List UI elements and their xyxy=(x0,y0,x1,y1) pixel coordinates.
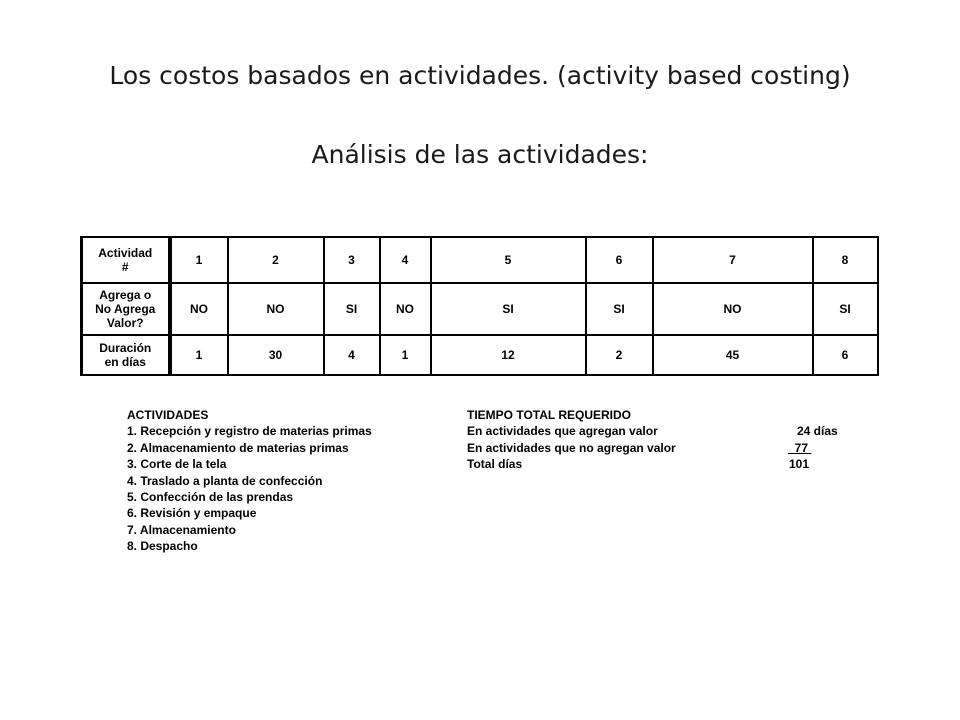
time-summary xyxy=(467,407,847,473)
activity-number-cell: 4 xyxy=(380,237,431,283)
agrega-valor-cell: SI xyxy=(586,283,653,335)
time-summary-heading: TIEMPO TOTAL REQUERIDO xyxy=(467,408,632,422)
row-header-line: No Agrega xyxy=(95,302,156,316)
time-row-value: 24 días xyxy=(797,424,838,439)
row-header-line: Agrega o xyxy=(99,288,152,302)
table-row-actividad xyxy=(82,237,878,283)
duracion-cell: 1 xyxy=(170,335,228,375)
duracion-cell: 1 xyxy=(380,335,431,375)
slide-title: Los costos basados en actividades. (activity based costing) xyxy=(109,61,851,90)
time-row-value-text: 77 xyxy=(794,440,809,455)
list-item: 8. Despacho xyxy=(127,539,198,554)
row-header-actividad xyxy=(82,237,170,283)
agrega-valor-cell: NO xyxy=(228,283,324,335)
time-row xyxy=(467,423,847,439)
agrega-valor-cell: SI xyxy=(324,283,380,335)
list-item: 3. Corte de la tela xyxy=(127,457,227,472)
table-row-duracion xyxy=(82,335,878,375)
agrega-valor-cell: NO xyxy=(380,283,431,335)
list-item: 6. Revisión y empaque xyxy=(127,506,257,521)
duracion-cell: 4 xyxy=(324,335,380,375)
row-header-line: # xyxy=(121,260,129,274)
table-row-agrega-valor xyxy=(82,283,878,335)
row-header-line: Actividad xyxy=(98,246,153,260)
list-item: 2. Almacenamiento de materias primas xyxy=(127,440,349,455)
list-item: 4. Traslado a planta de confección xyxy=(127,473,323,488)
time-row xyxy=(467,456,847,472)
activity-number-cell: 3 xyxy=(324,237,380,283)
time-row-label: Total días xyxy=(467,457,523,472)
agrega-valor-cell: NO xyxy=(170,283,228,335)
duracion-cell: 12 xyxy=(431,335,586,375)
duracion-cell: 6 xyxy=(813,335,878,375)
list-item: 5. Confección de las prendas xyxy=(127,490,294,505)
row-header-line: Duración xyxy=(99,341,152,355)
time-row-value: 101 xyxy=(789,457,810,472)
time-row-value xyxy=(788,440,811,456)
agrega-valor-cell: NO xyxy=(653,283,813,335)
activities-list xyxy=(127,407,372,555)
duracion-cell: 30 xyxy=(228,335,324,375)
activity-number-cell: 7 xyxy=(653,237,813,283)
row-header-agrega xyxy=(82,283,170,335)
list-item: 1. Recepción y registro de materias primas xyxy=(127,424,372,439)
list-item: 7. Almacenamiento xyxy=(127,522,236,537)
activity-number-cell: 6 xyxy=(586,237,653,283)
agrega-valor-cell: SI xyxy=(813,283,878,335)
activity-number-cell: 5 xyxy=(431,237,586,283)
activity-number-cell: 1 xyxy=(170,237,228,283)
row-header-duracion xyxy=(82,335,170,375)
row-header-line: Valor? xyxy=(106,316,144,330)
row-header-line: en días xyxy=(104,355,146,369)
agrega-valor-cell: SI xyxy=(431,283,586,335)
time-row xyxy=(467,440,847,456)
activity-number-cell: 2 xyxy=(228,237,324,283)
time-row-label: En actividades que agregan valor xyxy=(467,424,658,439)
activities-heading: ACTIVIDADES xyxy=(127,408,209,422)
activity-table xyxy=(80,236,879,376)
duracion-cell: 2 xyxy=(586,335,653,375)
duracion-cell: 45 xyxy=(653,335,813,375)
slide-subtitle: Análisis de las actividades: xyxy=(311,140,649,169)
activity-number-cell: 8 xyxy=(813,237,878,283)
time-row-label: En actividades que no agregan valor xyxy=(467,440,676,455)
